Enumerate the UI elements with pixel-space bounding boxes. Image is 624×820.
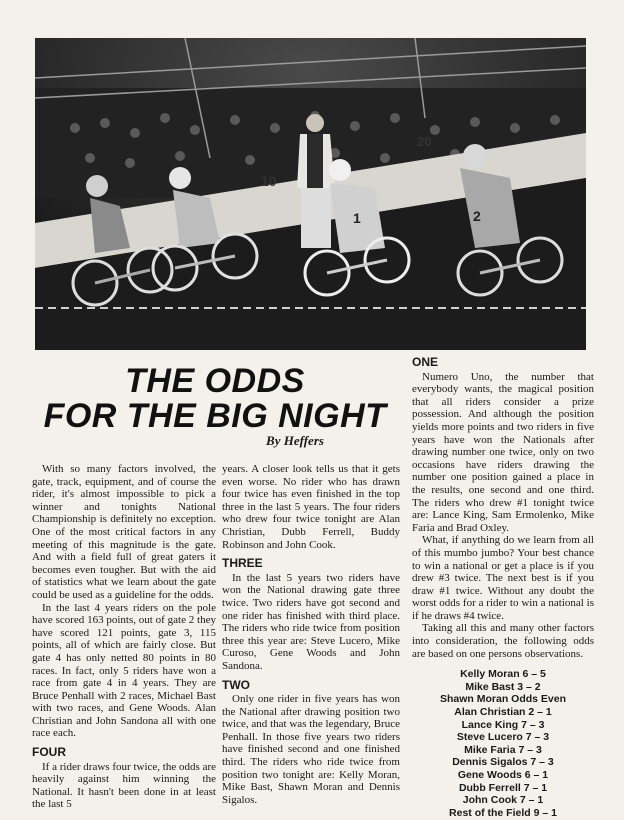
section-heading-four: FOUR: [32, 745, 66, 760]
headline-line-1: THE ODDS: [125, 362, 305, 400]
track-official: [297, 114, 335, 248]
column-3: [412, 356, 594, 819]
headline-line-2: FOR THE BIG NIGHT: [43, 397, 387, 435]
four-paragraph-start: If a rider draws four twice, the odds are heavily against him winning the National. It hasn't been done in at least the last 5: [32, 760, 216, 811]
intro-paragraph-1: With so many factors involved, the gate, track, equipment, and of course the rider, it's almost impossible to pick a winner and tonights National Championship is definitely no exception. One of the most critical factors in any meeting of this magnitude is the gate. And with a field full of great gaters it becomes even tougher. But with the aid of statistics what we learn about the gate could be used as a guideline for the odds.: [32, 463, 216, 601]
wall-number-10: 10: [261, 173, 277, 189]
one-paragraph-2: What, if anything do we learn from all of this mumbo jumbo? Your best chance to win a national or get a place is if you drew #3 twice. The next best is if you draw #1 twice. Without any doubt the worst odds for a rider to win a national is if he draws #4 twice.: [412, 534, 594, 622]
column-2: [222, 463, 400, 806]
odds-row: Shawn Moran Odds Even: [439, 693, 567, 706]
odds-row: Steve Lucero 7 – 3: [456, 731, 550, 744]
one-paragraph-1: Numero Uno, the number that everybody wants, the magical position that all riders consider a prize possession. And although the position yields more points and two riders in five years have won the Nationals after drawing number one twice, only on two occasions have riders drawing the number one position gained a place in the results, one second and one third. The riders who drew #1 tonight twice are: Lance King, Sam Ermolenko, Mike Faria and Brad Oxley.: [412, 370, 594, 534]
section-heading-two: TWO: [222, 677, 250, 692]
photo-illustration: [35, 38, 586, 350]
byline: By Heffers: [266, 433, 324, 448]
four-paragraph-continued: years. A closer look tells us that it gets even worse. No rider who has drawn four twice has even finished in the top three in the last 5 years. The four riders who drew four twice tonight are Alan Christian, Dubb Ferrell, Buddy Robinson and John Cook.: [222, 463, 400, 551]
section-heading-one: ONE: [412, 355, 439, 369]
odds-row: Rest of the Field 9 – 1: [449, 806, 557, 819]
two-paragraph: Only one rider in five years has won the National after drawing position two twice, and that was the legendary, Bruce Penhall. In those five years two riders have finished second and one finished third. The riders who ride twice from position two tonight are: Kelly Moran, Mike Bast, Shawn Moran and Dennis Sigalos.: [222, 693, 400, 806]
odds-row: Mike Faria 7 – 3: [464, 743, 542, 756]
three-paragraph: In the last 5 years two riders have won the National drawing gate three twice. Two riders have got second and one rider has finished with third place. The riders who ride twice from position three this year are: Steve Lucero, Mike Curoso, Gene Woods and John Sandona.: [222, 571, 400, 672]
odds-row: John Cook 7 – 1: [462, 794, 544, 807]
section-heading-three: THREE: [222, 556, 263, 571]
odds-row: Alan Christian 2 – 1: [454, 706, 552, 719]
wall-number-20: 20: [417, 134, 432, 149]
odds-row: Gene Woods 6 – 1: [457, 769, 549, 781]
odds-row: Dennis Sigalos 7 – 3: [452, 756, 554, 769]
rider-number-2: 2: [473, 208, 481, 224]
odds-row: Mike Bast 3 – 2: [465, 680, 541, 693]
one-paragraph-3: Taking all this and many other factors into consideration, the following odds are based on one persons observations.: [412, 622, 594, 660]
column-1: [32, 463, 216, 811]
intro-paragraph-2: In the last 4 years riders on the pole have scored 163 points, out of gate 2 they have scored 121 points, gate 3, 115 points, all of which are fairly close. But gate 4 has only netted 80 points in 80 races. In fact, only 5 riders have won a race from gate 4 in 4 years. They are Bruce Penhall with 2 races, Michael Bast with two races, and Gene Woods. Alan Christian and John Sandona all with one race each.: [32, 601, 216, 740]
article-headline: [34, 364, 396, 434]
speedway-riders-photo: [35, 38, 586, 350]
rider-number-1: 1: [353, 210, 361, 226]
odds-list: [412, 668, 594, 819]
odds-row: Dubb Ferrell 7 – 1: [458, 781, 548, 794]
odds-row: Lance King 7 – 3: [461, 718, 545, 731]
odds-row: Kelly Moran 6 – 5: [460, 668, 546, 681]
